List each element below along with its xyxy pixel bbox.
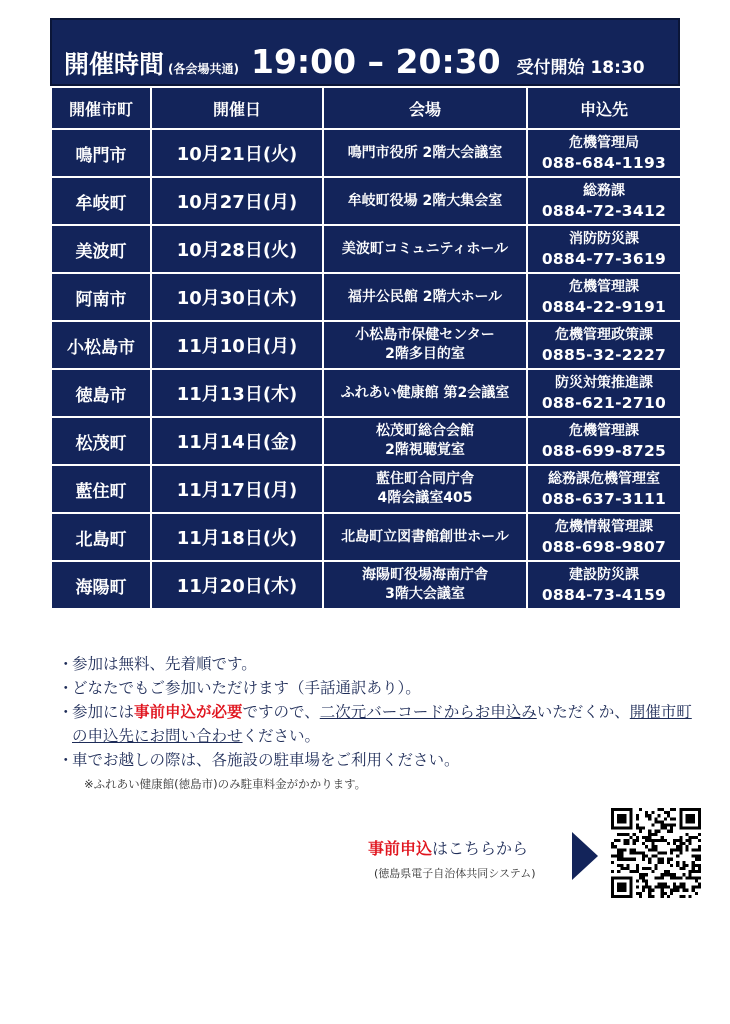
note-reg-b: ですので、: [242, 703, 320, 721]
cell-city: 徳島市: [51, 369, 151, 417]
venue-line: 2階視聴覚室: [385, 442, 465, 458]
note-registration: [58, 700, 698, 748]
cell-city: 鳴門市: [51, 129, 151, 177]
contact-dept: 消防防災課: [569, 231, 639, 247]
cell-venue: [323, 465, 527, 513]
contact-tel: 0884-77-3619: [541, 250, 667, 268]
header-contact: 申込先: [527, 87, 681, 129]
bullet: ・: [58, 751, 74, 769]
cell-date: 10月28日(火): [151, 225, 323, 273]
venue-line: 北島町立図書館創世ホール: [341, 528, 509, 545]
cell-date: 10月27日(月): [151, 177, 323, 225]
bullet: ・: [58, 679, 74, 697]
contact-dept: 危機情報管理課: [555, 519, 653, 535]
table-row: [51, 177, 681, 225]
event-time-banner: [50, 18, 680, 86]
bullet: ・: [58, 655, 74, 673]
cell-venue: [323, 321, 527, 369]
note-free: [58, 652, 698, 676]
contact-dept: 建設防災課: [569, 567, 639, 583]
notes-section: [58, 652, 698, 792]
cell-venue: [323, 273, 527, 321]
contact-tel: 0884-73-4159: [541, 586, 667, 604]
cell-date: 11月18日(火): [151, 513, 323, 561]
cell-city: 小松島市: [51, 321, 151, 369]
cell-date: 11月20日(木): [151, 561, 323, 609]
cell-contact: [527, 465, 681, 513]
event-time-title: 開催時間: [64, 50, 165, 79]
venue-line: 福井公民館 2階大ホール: [347, 288, 503, 305]
parking-fee-note: ※ふれあい健康館(徳島市)のみ駐車料金がかかります。: [84, 777, 367, 791]
venue-line: 松茂町総合会館: [376, 423, 474, 439]
table-row: [51, 225, 681, 273]
cell-date: 11月14日(金): [151, 417, 323, 465]
cell-contact: [527, 129, 681, 177]
cell-date: 11月10日(月): [151, 321, 323, 369]
note-reg-c: いただくか、: [536, 703, 630, 721]
apply-rest: はこちらから: [432, 839, 529, 858]
apply-prompt-text: [368, 836, 568, 859]
cell-contact: [527, 321, 681, 369]
note-anyone: [58, 676, 698, 700]
contact-tel: 0884-22-9191: [541, 298, 667, 316]
note-anyone-text: どなたでもご参加いただけます（手話通訳あり）。: [72, 679, 421, 697]
table-row: [51, 417, 681, 465]
contact-tel: 0884-72-3412: [541, 202, 667, 220]
venue-line: 2階多目的室: [385, 346, 465, 362]
cell-contact: [527, 417, 681, 465]
contact-dept: 総務課: [583, 183, 625, 199]
header-date: 開催日: [151, 87, 323, 129]
event-time-note: (各会場共通): [168, 62, 239, 76]
cell-venue: [323, 417, 527, 465]
apply-system-name: (徳島県電子自治体共同システム): [374, 867, 536, 880]
contact-tel: 088-621-2710: [541, 394, 667, 412]
qr-apply-link[interactable]: 二次元バーコードからお申込み: [319, 703, 537, 721]
apply-red: 事前申込: [368, 839, 433, 858]
cell-venue: [323, 561, 527, 609]
venue-line: 美波町コミュニティホール: [341, 240, 509, 257]
cell-contact: [527, 513, 681, 561]
cell-date: 11月13日(木): [151, 369, 323, 417]
cell-venue: [323, 177, 527, 225]
apply-prompt: [368, 836, 568, 881]
venue-line: 藍住町合同庁舎: [376, 471, 474, 487]
cell-contact: [527, 177, 681, 225]
cell-contact: [527, 225, 681, 273]
contact-tel: 0885-32-2227: [541, 346, 667, 364]
contact-tel: 088-699-8725: [541, 442, 667, 460]
event-time-range: 19:00 – 20:30: [251, 42, 501, 81]
cell-city: 藍住町: [51, 465, 151, 513]
cell-city: 牟岐町: [51, 177, 151, 225]
cell-date: 10月30日(木): [151, 273, 323, 321]
table-row: [51, 273, 681, 321]
cell-venue: [323, 225, 527, 273]
note-reg-d: ください。: [242, 727, 321, 745]
cell-venue: [323, 369, 527, 417]
table-header-row: [51, 87, 681, 129]
note-free-text: 参加は無料、先着順です。: [72, 655, 257, 673]
cell-city: 海陽町: [51, 561, 151, 609]
registration-required: 事前申込が必要: [134, 703, 243, 721]
arrow-right-icon: [572, 832, 598, 880]
table-row: [51, 321, 681, 369]
table-row: [51, 513, 681, 561]
header-city: 開催市町: [51, 87, 151, 129]
note-reg-a: 参加には: [72, 703, 135, 721]
bullet: ・: [58, 703, 74, 721]
contact-tel: 088-637-3111: [541, 490, 667, 508]
venue-line: 海陽町役場海南庁舎: [362, 567, 488, 583]
venue-line: 小松島市保健センター: [355, 327, 495, 343]
cell-city: 美波町: [51, 225, 151, 273]
cell-date: 11月17日(月): [151, 465, 323, 513]
reception-start: 受付開始 18:30: [516, 58, 645, 78]
table-row: [51, 129, 681, 177]
table-row: [51, 465, 681, 513]
cell-contact: [527, 369, 681, 417]
cell-contact: [527, 561, 681, 609]
cell-venue: [323, 129, 527, 177]
schedule-table: [50, 86, 682, 610]
venue-line: 牟岐町役場 2階大集会室: [347, 192, 503, 209]
contact-dept: 総務課危機管理室: [548, 471, 660, 487]
contact-dept: 危機管理局: [569, 135, 639, 151]
cell-city: 阿南市: [51, 273, 151, 321]
cell-city: 北島町: [51, 513, 151, 561]
contact-dept: 防災対策推進課: [555, 375, 653, 391]
table-row: [51, 561, 681, 609]
cell-city: 松茂町: [51, 417, 151, 465]
contact-dept: 危機管理政策課: [555, 327, 653, 343]
venue-line: ふれあい健康館 第2会議室: [340, 384, 510, 401]
cell-date: 10月21日(火): [151, 129, 323, 177]
contact-dept: 危機管理課: [569, 423, 639, 439]
venue-line: 鳴門市役所 2階大会議室: [347, 144, 503, 161]
cell-contact: [527, 273, 681, 321]
cell-venue: [323, 513, 527, 561]
note-parking: [58, 748, 698, 772]
venue-line: 4階会議室405: [377, 490, 473, 506]
contact-inquiry-link[interactable]: 開催市町の申込先にお問い合わせ: [72, 703, 692, 745]
contact-dept: 危機管理課: [569, 279, 639, 295]
contact-tel: 088-684-1193: [541, 154, 667, 172]
contact-tel: 088-698-9807: [541, 538, 667, 556]
header-venue: 会場: [323, 87, 527, 129]
qr-code-icon[interactable]: [611, 808, 701, 898]
venue-line: 3階大会議室: [385, 586, 465, 602]
table-row: [51, 369, 681, 417]
note-parking-text: 車でお越しの際は、各施設の駐車場をご利用ください。: [72, 751, 460, 769]
